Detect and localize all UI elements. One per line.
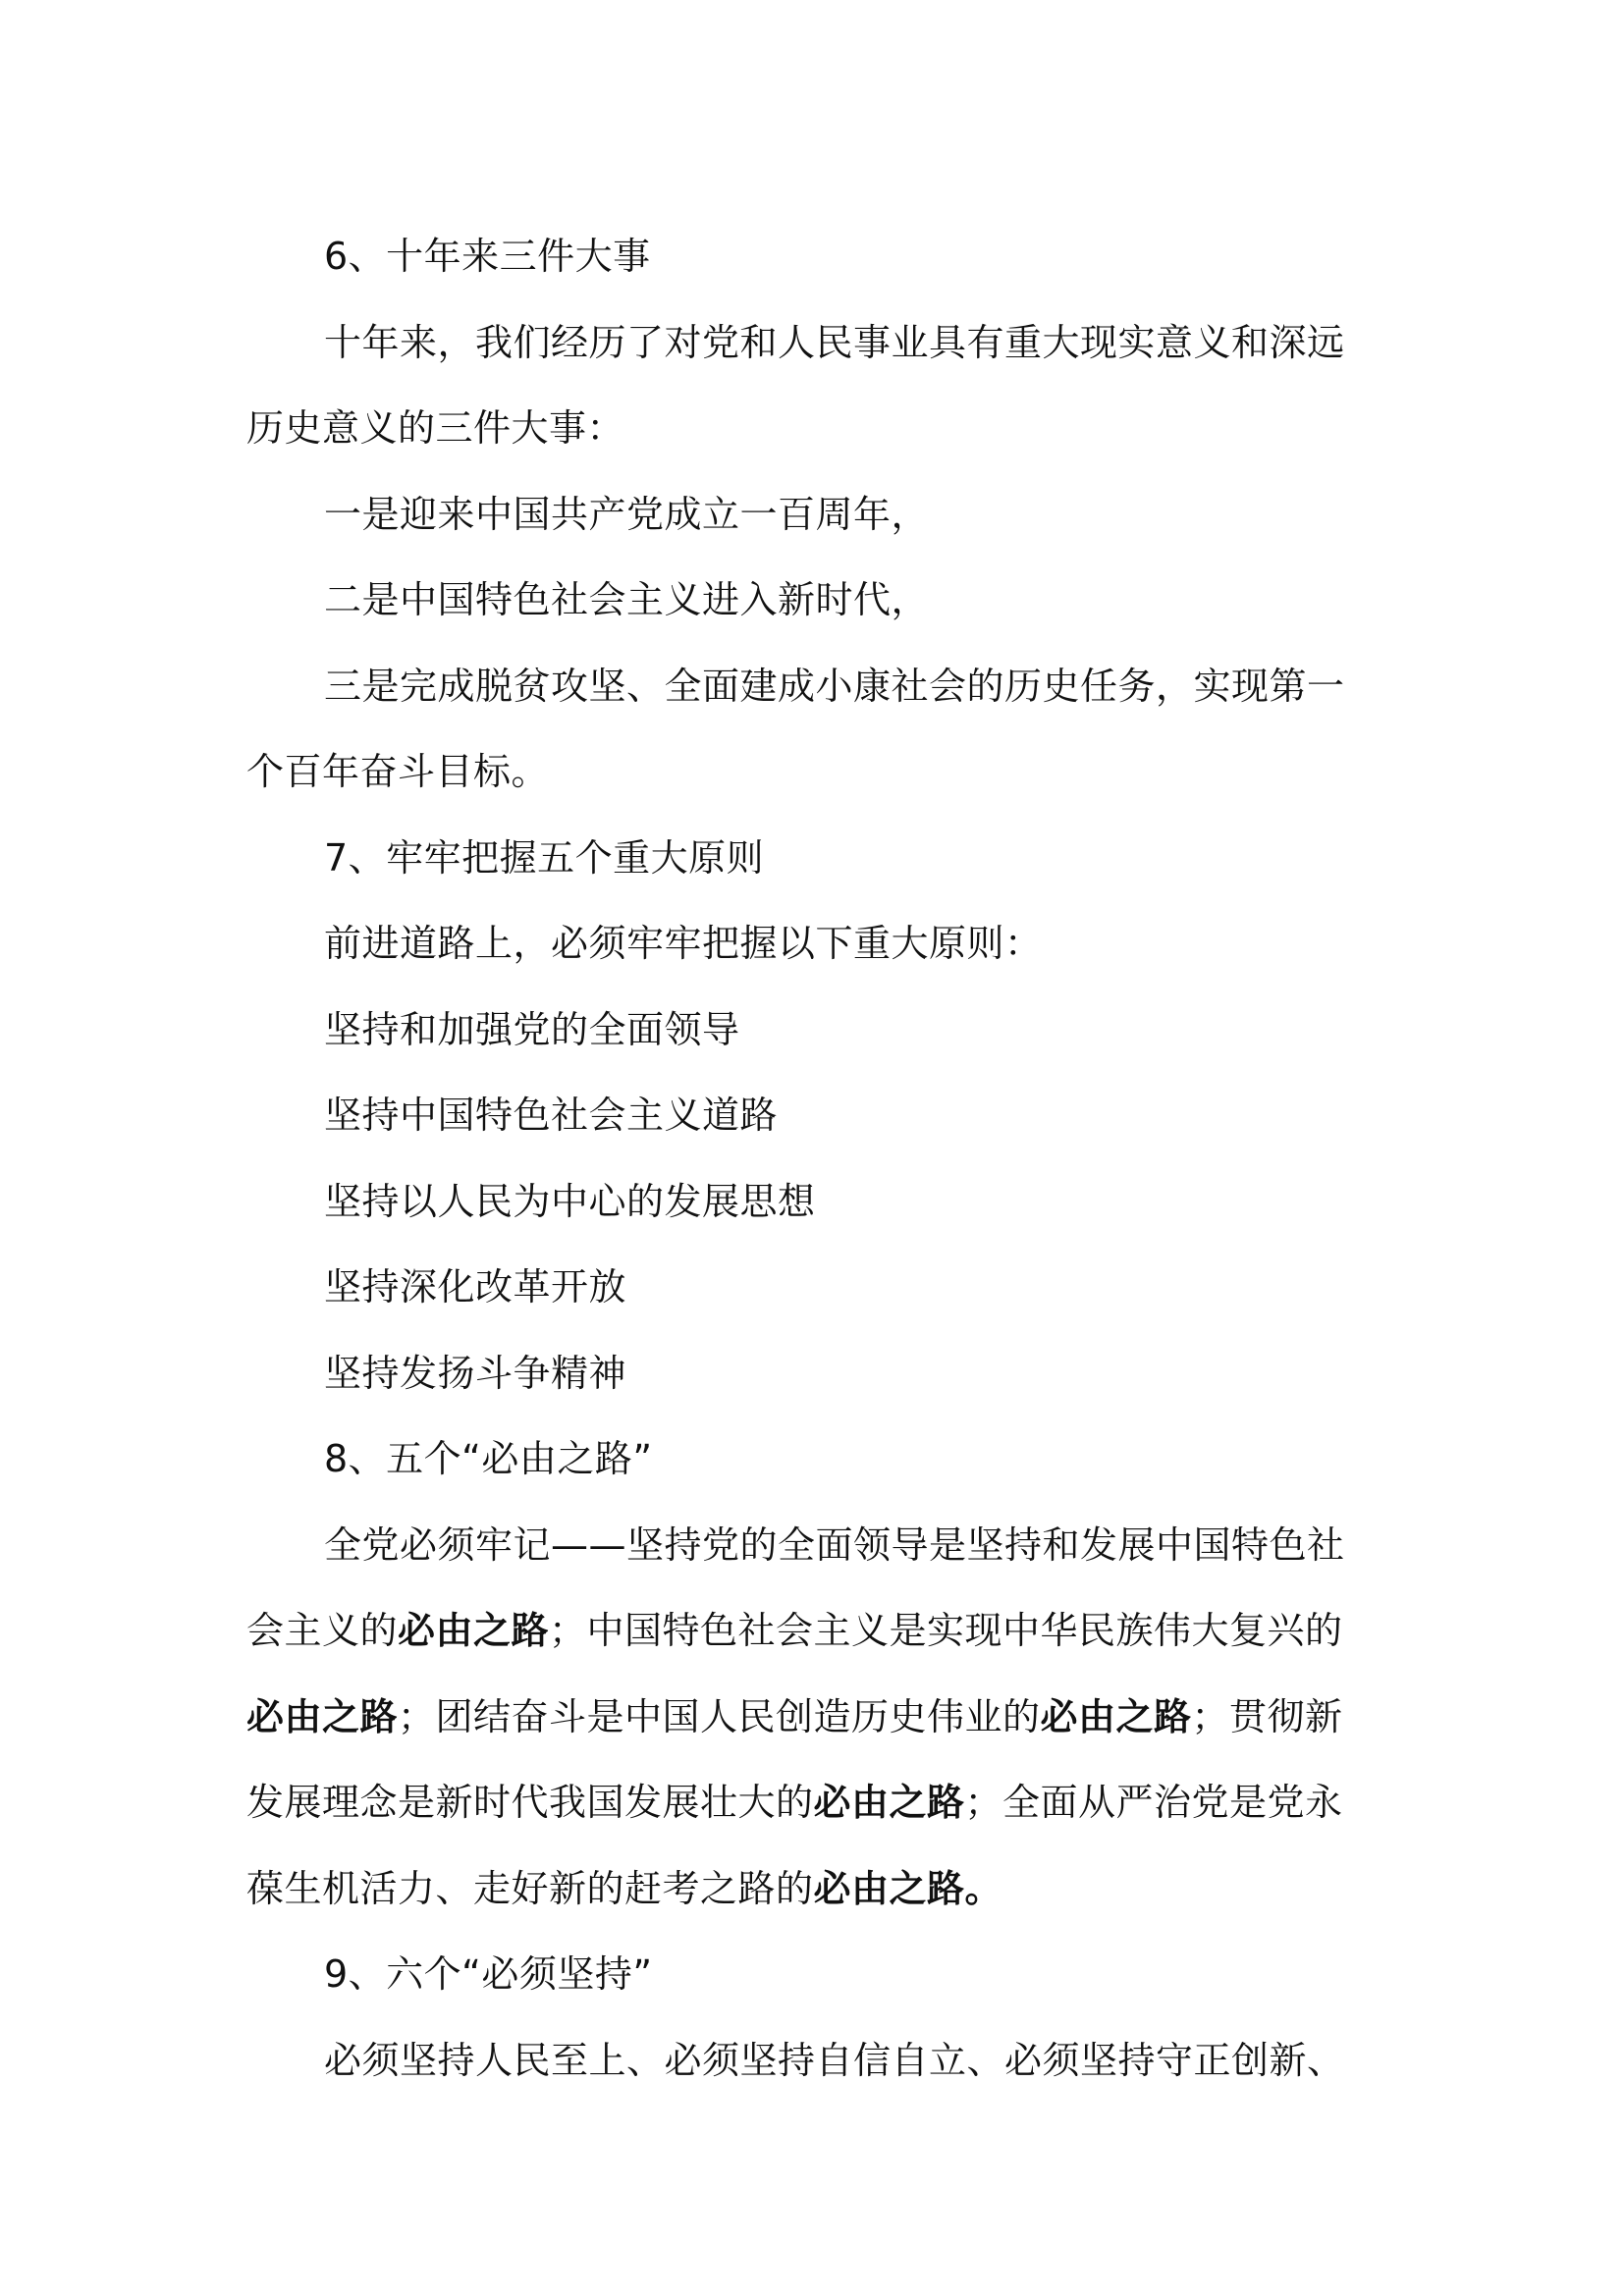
section-8-line-3-text-b: ；团结奋斗是中国人民创造历史伟业的 [398,1694,1041,1738]
section-8-line-2 [246,1588,1385,1675]
section-8-line-3 [246,1675,1385,1761]
section-8-line-5-text-a: 葆生机活力、走好新的赶考之路的 [246,1866,814,1910]
section-8-line-4-text-a: 发展理念是新时代我国发展壮大的 [246,1781,814,1824]
section-9-heading: 9、六个“必须坚持” [324,1952,653,1996]
document-body [246,214,1385,2104]
principle-item: 坚持以人民为中心的发展思想 [324,1179,816,1223]
bold-term: 必由之路 [246,1694,399,1738]
section-8-line-1: 全党必须牢记——坚持党的全面领导是坚持和发展中国特色社 [324,1522,1345,1567]
bold-term: 必由之路 [813,1781,965,1824]
principle-item: 坚持和加强党的全面领导 [324,1007,740,1051]
section-8-line-4-text-b: ；全面从严治党是党永 [964,1781,1343,1824]
section-8-line-3-text-d: ；贯彻新 [1191,1694,1343,1738]
section-8-heading: 8、五个“必由之路” [324,1437,653,1480]
section-8-line-2-text-a: 会主义的 [246,1609,399,1652]
section-6-item-3-line-2: 个百年奋斗目标。 [246,750,550,793]
principle-item: 坚持深化改革开放 [324,1265,627,1308]
section-6-item-2: 二是中国特色社会主义进入新时代， [324,578,930,621]
section-6-intro-line-2: 历史意义的三件大事： [246,406,625,450]
section-8-line-4 [246,1760,1385,1846]
bold-term: 必由之路 [1040,1694,1192,1738]
principle-item: 坚持发扬斗争精神 [324,1351,627,1395]
section-8-line-5 [246,1846,1385,1933]
section-9-line-1: 必须坚持人民至上、必须坚持自信自立、必须坚持守正创新、 [324,2038,1345,2082]
section-7-heading: 7、牢牢把握五个重大原则 [324,835,765,880]
section-7-intro: 前进道路上，必须牢牢把握以下重大原则： [324,922,1043,965]
section-6-heading: 6、十年来三件大事 [324,235,651,278]
section-6-item-3-line-1: 三是完成脱贫攻坚、全面建成小康社会的历史任务，实现第一 [324,664,1345,708]
section-6-intro-line-1: 十年来，我们经历了对党和人民事业具有重大现实意义和深远 [324,320,1345,364]
bold-term: 必由之路 [398,1609,550,1652]
section-8-line-2-text-b: ；中国特色社会主义是实现中华民族伟大复兴的 [549,1609,1343,1652]
section-6-item-1: 一是迎来中国共产党成立一百周年， [324,492,930,536]
principle-item: 坚持中国特色社会主义道路 [324,1094,779,1137]
bold-term-end: 必由之路。 [813,1866,1003,1910]
